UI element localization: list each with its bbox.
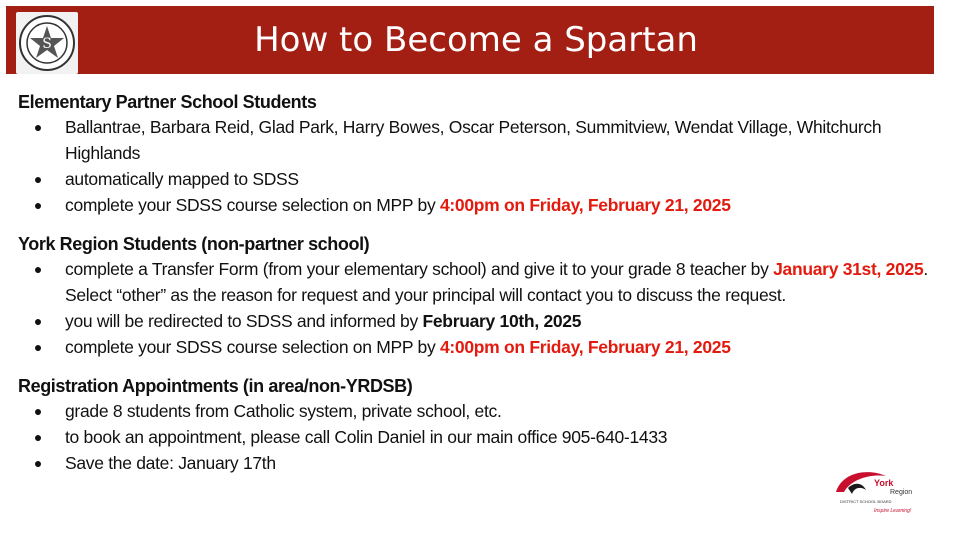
- section-heading: Registration Appointments (in area/non-YRDSB): [18, 376, 413, 396]
- list-item: ● Ballantrae, Barbara Reid, Glad Park, Harry Bowes, Oscar Peterson, Summitview, Wendat Village, Whitchurch Highlands: [18, 114, 938, 166]
- bullet-icon: ●: [33, 119, 43, 135]
- list-item: ● automatically mapped to SDSS: [18, 166, 938, 192]
- bullet-list: [18, 256, 938, 360]
- svg-text:Region: Region: [890, 489, 913, 496]
- bullet-icon: ●: [33, 197, 43, 213]
- bullet-icon: ●: [33, 261, 43, 277]
- title-bar: [6, 6, 934, 74]
- list-item: ● to book an appointment, please call Colin Daniel in our main office 905-640-1433: [18, 424, 938, 450]
- bullet-icon: ●: [33, 429, 43, 445]
- bullet-icon: ●: [33, 455, 43, 471]
- yrdsb-logo: [828, 462, 920, 518]
- bullet-icon: ●: [33, 403, 43, 419]
- page-title: How to Become a Spartan: [254, 20, 698, 60]
- svg-text:Inspire Learning!: Inspire Learning!: [874, 508, 912, 514]
- school-crest-logo: [16, 12, 78, 74]
- section-heading: Elementary Partner School Students: [18, 92, 317, 112]
- list-item: ● complete your SDSS course selection on MPP by 4:00pm on Friday, February 21, 2025: [18, 334, 938, 360]
- bullet-icon: ●: [33, 313, 43, 329]
- list-item: ● Save the date: January 17th: [18, 450, 938, 476]
- section-heading: York Region Students (non-partner school): [18, 234, 370, 254]
- list-item: ● you will be redirected to SDSS and informed by February 10th, 2025: [18, 308, 938, 334]
- content-area: [18, 90, 938, 490]
- section-elementary-partner: [18, 90, 938, 218]
- section-registration-appointments: [18, 374, 938, 476]
- date-highlight: February 10th, 2025: [422, 311, 582, 331]
- svg-text:S: S: [42, 36, 52, 52]
- list-item: ● complete your SDSS course selection on MPP by 4:00pm on Friday, February 21, 2025: [18, 192, 938, 218]
- section-york-region: [18, 232, 938, 360]
- deadline-highlight: 4:00pm on Friday, February 21, 2025: [439, 337, 731, 357]
- bullet-list: [18, 398, 938, 476]
- svg-text:York: York: [874, 478, 894, 488]
- bullet-list: [18, 114, 938, 218]
- list-item: ● complete a Transfer Form (from your elementary school) and give it to your grade 8 teacher by January 31st, 2025. Select “other” as the reason for request and your principal will contact you to discuss the request.: [18, 256, 938, 308]
- svg-text:DISTRICT SCHOOL BOARD: DISTRICT SCHOOL BOARD: [840, 499, 892, 504]
- deadline-highlight: January 31st, 2025: [773, 259, 924, 279]
- bullet-icon: ●: [33, 171, 43, 187]
- list-item: ● grade 8 students from Catholic system, private school, etc.: [18, 398, 938, 424]
- bullet-icon: ●: [33, 339, 43, 355]
- deadline-highlight: 4:00pm on Friday, February 21, 2025: [439, 195, 731, 215]
